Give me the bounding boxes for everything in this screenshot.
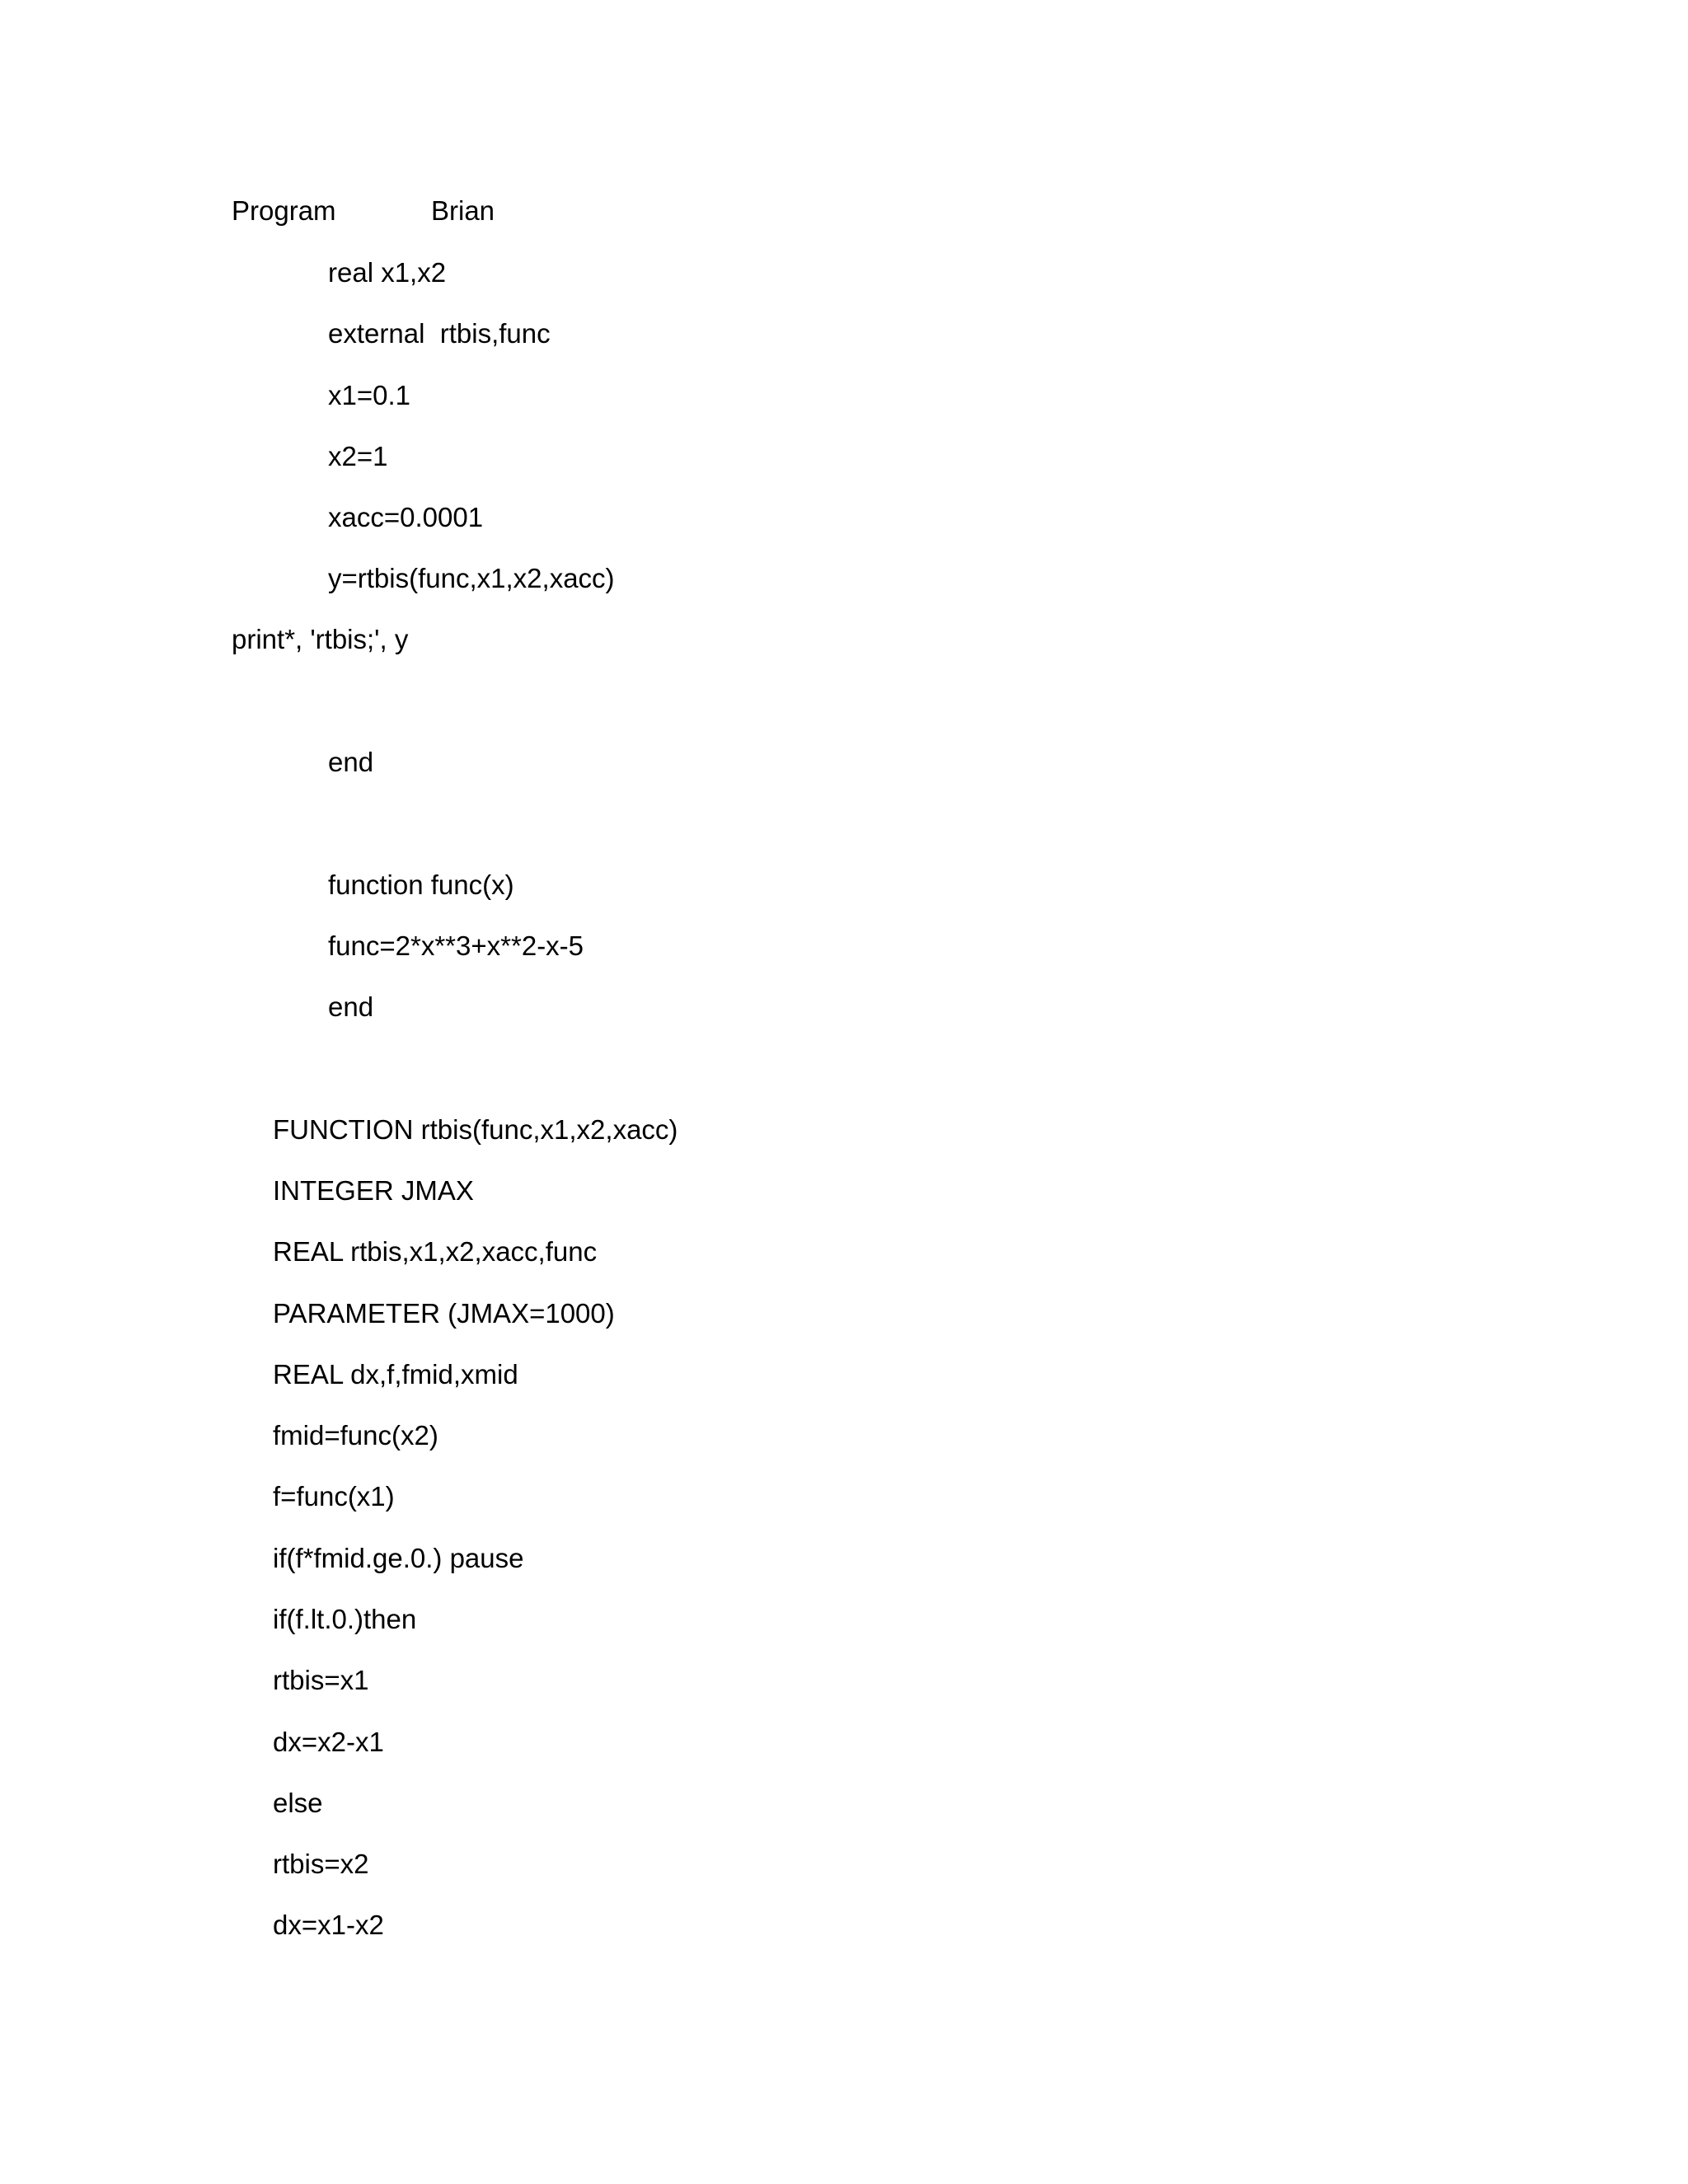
code-line: external rtbis,func: [328, 318, 551, 349]
code-line: rtbis=x2: [273, 1849, 369, 1879]
code-line: if(f.lt.0.)then: [273, 1604, 417, 1634]
code-line: x1=0.1: [328, 380, 410, 410]
code-line: function func(x): [328, 869, 514, 900]
code-line: dx=x2-x1: [273, 1727, 384, 1757]
code-line: INTEGER JMAX: [273, 1175, 474, 1206]
print-line: print*, 'rtbis;', y: [232, 624, 409, 654]
code-line: FUNCTION rtbis(func,x1,x2,xacc): [273, 1114, 678, 1145]
code-line: REAL rtbis,x1,x2,xacc,func: [273, 1236, 598, 1267]
code-line: PARAMETER (JMAX=1000): [273, 1298, 615, 1329]
code-line: if(f*fmid.ge.0.) pause: [273, 1543, 524, 1573]
program-keyword: Program: [232, 195, 336, 226]
code-line: dx=x1-x2: [273, 1910, 384, 1940]
code-line: real x1,x2: [328, 257, 447, 288]
program-name: Brian: [431, 195, 495, 226]
code-line: xacc=0.0001: [328, 502, 484, 532]
code-line: x2=1: [328, 441, 388, 471]
code-line: rtbis=x1: [273, 1665, 369, 1695]
code-line: y=rtbis(func,x1,x2,xacc): [328, 563, 615, 593]
code-line: func=2*x**3+x**2-x-5: [328, 930, 584, 961]
code-line: else: [273, 1788, 323, 1818]
code-line: f=func(x1): [273, 1481, 395, 1511]
code-line: end: [328, 991, 374, 1022]
main-end-line: end: [328, 747, 374, 777]
code-line: REAL dx,f,fmid,xmid: [273, 1359, 518, 1390]
code-line: fmid=func(x2): [273, 1420, 438, 1451]
